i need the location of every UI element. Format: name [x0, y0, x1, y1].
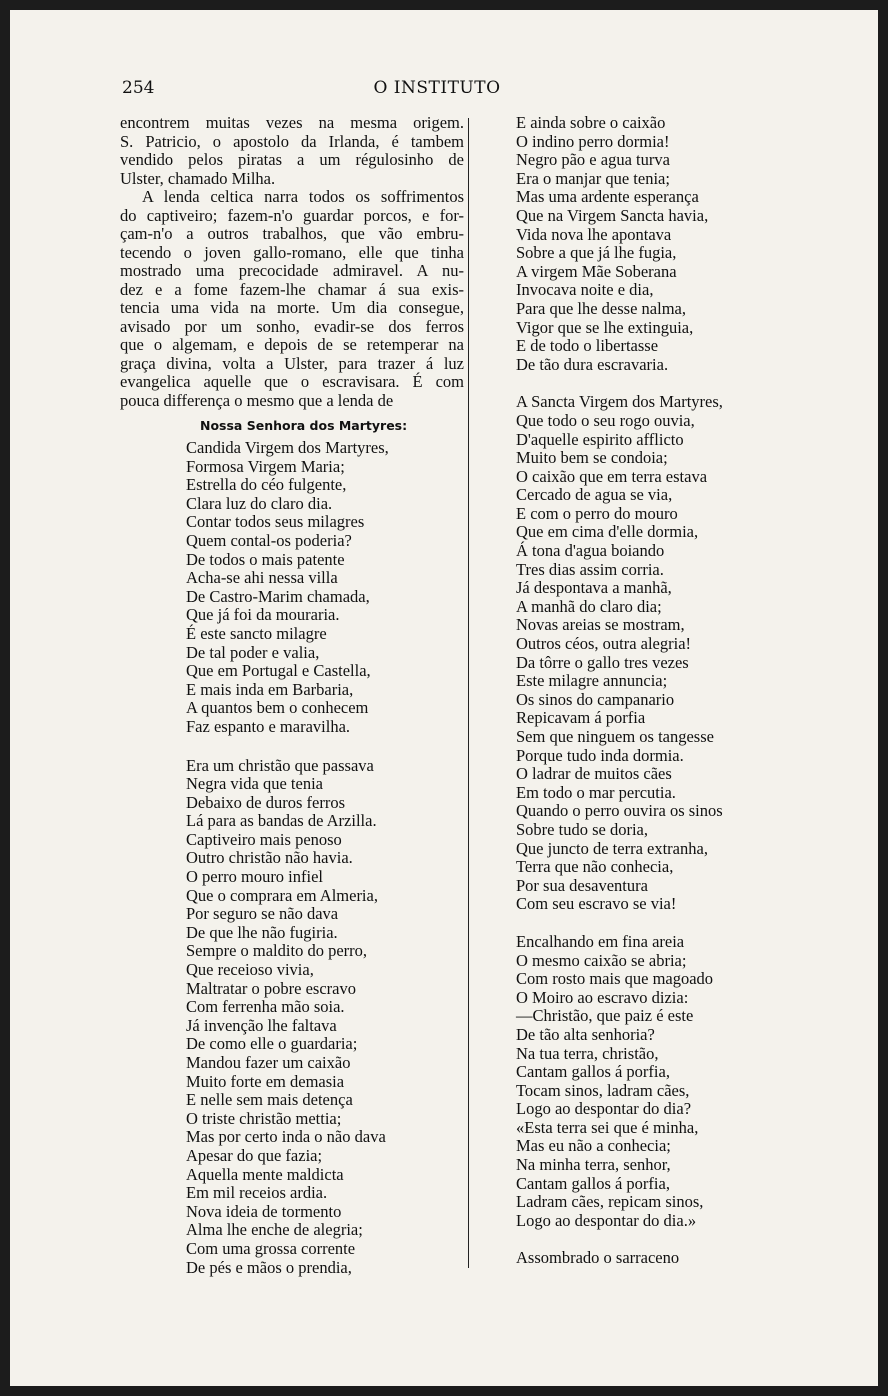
- verse-line: Lá para as bandas de Arzilla.: [186, 811, 377, 831]
- verse-line: O ladrar de muitos cães: [516, 764, 672, 784]
- verse-line: Encalhando em fina areia: [516, 931, 685, 951]
- prose-line: tencia uma vida na morte. Um dia consegue,: [120, 298, 464, 317]
- verse-line: Alma lhe enche de alegria;: [186, 1220, 363, 1240]
- verse-line: De tal poder e valia,: [186, 642, 320, 662]
- verse-line: Negra vida que tenia: [186, 774, 323, 794]
- verse-line: Com rosto mais que magoado: [516, 969, 714, 989]
- verse-line: Clara luz do claro dia.: [186, 493, 333, 513]
- verse-line: Mas eu não a conhecia;: [516, 1136, 671, 1156]
- verse-line: Porque tudo inda dormia.: [516, 745, 684, 765]
- verse-line: Este milagre annuncia;: [516, 671, 668, 691]
- verse-line: Acha-se ahi nessa villa: [186, 568, 338, 588]
- stanza: [516, 114, 766, 374]
- verse-line: E com o perro do mouro: [516, 503, 678, 523]
- verse-line: —Christão, que paiz é este: [516, 1006, 694, 1026]
- verse-line: E ainda sobre o caixão: [516, 113, 666, 132]
- verse-line: Quando o perro ouvira os sinos: [516, 801, 723, 821]
- verse-line: Que todo o seu rogo ouvia,: [516, 410, 695, 430]
- prose-line: evangelica aquelle que o escravisara. É com: [120, 372, 464, 391]
- verse-line: Tocam sinos, ladram cães,: [516, 1080, 690, 1100]
- prose-line: S. Patricio, o apostolo da Irlanda, é tambem: [120, 131, 464, 151]
- column-divider: [468, 118, 469, 1268]
- verse-line: Faz espanto e maravilha.: [186, 716, 351, 736]
- verse-line: Vida nova lhe apontava: [516, 224, 672, 244]
- verse-line: Apesar do que fazia;: [186, 1145, 323, 1165]
- stanza: [516, 1249, 766, 1268]
- stanza-gap: [516, 914, 766, 933]
- stanza-gap: [516, 374, 766, 393]
- page-header: [122, 78, 752, 104]
- verse-line: Aquella mente maldicta: [186, 1164, 344, 1184]
- prose-line: dez e a fome fazem-lhe chamar á sua exis-: [120, 279, 464, 299]
- prose-line: que o algemam, e depois de se retemperar na: [120, 335, 464, 354]
- verse-line: Que em Portugal e Castella,: [186, 661, 371, 681]
- verse-line: Debaixo de duros ferros: [186, 792, 345, 812]
- prose-line: graça divina, volta a Ulster, para trazer á luz: [120, 353, 464, 373]
- verse-line: Estrella do céo fulgente,: [186, 475, 347, 495]
- verse-line: Invocava noite e dia,: [516, 280, 654, 300]
- book-page: [10, 10, 878, 1386]
- verse-line: É este sancto milagre: [186, 623, 327, 643]
- verse-line: Cantam gallos á porfia,: [516, 1173, 670, 1193]
- verse-line: Com seu escravo se via!: [516, 894, 677, 914]
- verse-line: Contar todos seus milagres: [186, 512, 365, 532]
- verse-line: Já despontava a manhã,: [516, 578, 672, 598]
- stanza: [516, 393, 766, 914]
- verse-line: Na tua terra, christão,: [516, 1043, 659, 1063]
- poem-right-verses: [516, 114, 766, 1268]
- verse-line: De tão alta senhoria?: [516, 1024, 655, 1044]
- verse-line: Formosa Virgem Maria;: [186, 456, 345, 476]
- verse-line: Maltratar o pobre escravo: [186, 978, 356, 998]
- verse-line: Sem que ninguem os tangesse: [516, 727, 714, 746]
- stanza-gap: [516, 1230, 766, 1249]
- prose-line: do captiveiro; fazem-n'o guardar porcos, e for-: [120, 205, 464, 225]
- verse-line: Outro christão não havia.: [186, 848, 353, 868]
- verse-line: D'aquelle espirito afflicto: [516, 429, 684, 449]
- verse-line: Com ferrenha mão soia.: [186, 997, 345, 1017]
- verse-line: E mais inda em Barbaria,: [186, 679, 354, 699]
- verse-line: Á tona d'agua boiando: [516, 541, 665, 561]
- verse-line: O triste christão mettia;: [186, 1108, 342, 1128]
- verse-line: Muito bem se condoia;: [516, 448, 668, 468]
- verse-line: O indino perro dormia!: [516, 131, 670, 151]
- verse-line: Muito forte em demasia: [186, 1071, 345, 1091]
- verse-line: De pés e mãos o prendia,: [186, 1257, 352, 1277]
- verse-line: De todos o mais patente: [186, 549, 345, 569]
- verse-line: Que na Virgem Sancta havia,: [516, 205, 709, 225]
- verse-line: Quem contal-os poderia?: [186, 530, 352, 550]
- prose-line: pouca differença o mesmo que a lenda de: [120, 390, 394, 410]
- verse-line: Era o manjar que tenia;: [516, 168, 670, 188]
- verse-line: Cercado de agua se via,: [516, 485, 673, 505]
- stanza-gap: [120, 737, 464, 757]
- verse-line: Ladram cães, repicam sinos,: [516, 1192, 704, 1212]
- verse-line: Mandou fazer um caixão: [186, 1053, 351, 1072]
- verse-line: «Esta terra sei que é minha,: [516, 1117, 699, 1137]
- running-title: O INSTITUTO: [373, 78, 501, 98]
- stanza: [120, 439, 464, 737]
- verse-line: Assombrado o sarraceno: [516, 1248, 680, 1268]
- left-column: [120, 114, 464, 1277]
- verse-line: Sempre o maldito do perro,: [186, 941, 368, 961]
- verse-line: Terra que não conhecia,: [516, 857, 674, 877]
- verse-line: Em todo o mar percutia.: [516, 782, 676, 802]
- prose-line: A lenda celtica narra todos os soffrimentos: [142, 187, 464, 206]
- stanza: [516, 933, 766, 1231]
- prose-line: vendido pelos piratas a um régulosinho de: [120, 150, 464, 169]
- verse-line: Candida Virgem dos Martyres,: [186, 438, 389, 457]
- verse-line: O caixão que em terra estava: [516, 466, 708, 486]
- prose-line: avisado por um sonho, evadir-se dos ferros: [120, 316, 464, 336]
- verse-line: Já invenção lhe faltava: [186, 1015, 337, 1035]
- verse-line: Para que lhe desse nalma,: [516, 298, 686, 318]
- verse-line: E nelle sem mais detença: [186, 1090, 353, 1110]
- verse-line: Com uma grossa corrente: [186, 1238, 356, 1258]
- verse-line: A manhã do claro dia;: [516, 596, 662, 616]
- verse-line: Negro pão e agua turva: [516, 150, 670, 170]
- verse-line: Sobre a que já lhe fugia,: [516, 243, 677, 263]
- poem-subheading: Nossa Senhora dos Martyres:: [200, 418, 408, 433]
- verse-line: De tão dura escravaria.: [516, 354, 669, 374]
- verse-line: Era um christão que passava: [186, 755, 374, 775]
- verse-line: Novas areias se mostram,: [516, 615, 685, 635]
- verse-line: Tres dias assim corria.: [516, 559, 664, 579]
- verse-line: De que lhe não fugiria.: [186, 922, 338, 942]
- prose-line: encontrem muitas vezes na mesma origem.: [120, 113, 464, 132]
- verse-line: Os sinos do campanario: [516, 689, 675, 709]
- verse-line: Mas uma ardente esperança: [516, 187, 699, 207]
- verse-line: Por sua desaventura: [516, 875, 648, 895]
- verse-line: Da tôrre o gallo tres vezes: [516, 652, 689, 672]
- verse-line: Logo ao despontar do dia?: [516, 1099, 692, 1119]
- page-number: 254: [122, 78, 155, 98]
- verse-line: De como elle o guardaria;: [186, 1034, 358, 1054]
- prose-line: tecendo o joven gallo-romano, elle que tinha: [120, 242, 464, 262]
- verse-line: De Castro-Marim chamada,: [186, 586, 370, 606]
- verse-line: Que em cima d'elle dormia,: [516, 522, 699, 542]
- prose-paragraphs: [120, 114, 464, 410]
- verse-line: Nova ideia de tormento: [186, 1201, 342, 1221]
- verse-line: O mesmo caixão se abria;: [516, 950, 687, 970]
- prose-line: mostrado uma precocidade admiravel. A nu-: [120, 261, 464, 280]
- verse-line: A quantos bem o conhecem: [186, 698, 369, 718]
- verse-line: Que já foi da mouraria.: [186, 605, 340, 625]
- verse-line: Sobre tudo se doria,: [516, 819, 648, 839]
- verse-line: Mas por certo inda o não dava: [186, 1127, 386, 1147]
- verse-line: Outros céos, outra alegria!: [516, 634, 692, 654]
- verse-line: Cantam gallos á porfia,: [516, 1062, 670, 1082]
- verse-line: A Sancta Virgem dos Martyres,: [516, 392, 723, 412]
- verse-line: O perro mouro infiel: [186, 867, 324, 887]
- verse-line: Por seguro se não dava: [186, 904, 339, 924]
- prose-line: Ulster, chamado Milha.: [120, 168, 276, 188]
- verse-line: O Moiro ao escravo dizia:: [516, 987, 689, 1007]
- verse-line: Em mil receios ardia.: [186, 1183, 328, 1203]
- verse-line: Que o comprara em Almeria,: [186, 885, 378, 905]
- verse-line: Que juncto de terra extranha,: [516, 838, 708, 858]
- stanza: [120, 757, 464, 1278]
- verse-line: Logo ao despontar do dia.»: [516, 1210, 697, 1230]
- verse-line: Na minha terra, senhor,: [516, 1155, 671, 1175]
- poem-left-verses: [120, 439, 464, 1277]
- verse-line: A virgem Mãe Soberana: [516, 261, 677, 281]
- right-column: [516, 114, 766, 1268]
- verse-line: Vigor que se lhe extinguia,: [516, 317, 694, 337]
- verse-line: E de todo o libertasse: [516, 336, 659, 356]
- verse-line: Repicavam á porfia: [516, 708, 646, 728]
- verse-line: Captiveiro mais penoso: [186, 829, 342, 849]
- prose-line: çam-n'o a outros trabalhos, que vão embru-: [120, 224, 464, 243]
- verse-line: Que receioso vivia,: [186, 960, 314, 980]
